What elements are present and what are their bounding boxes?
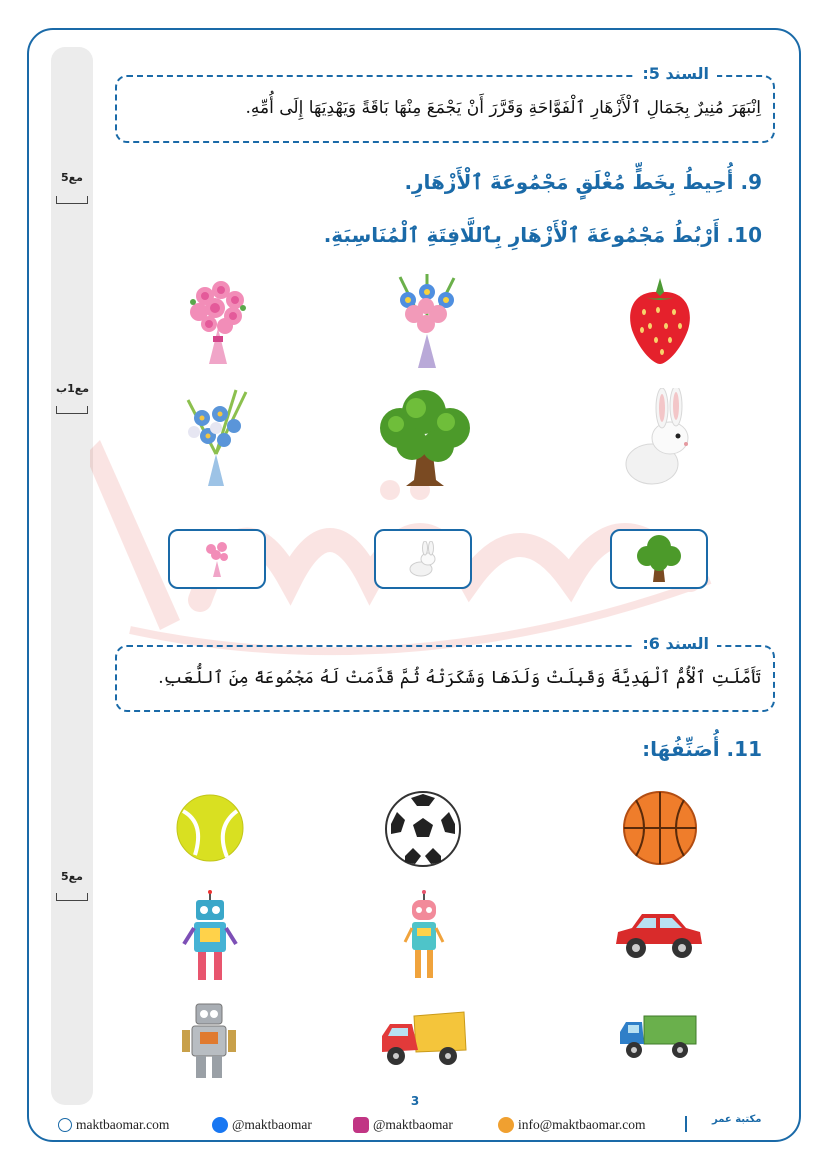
instagram-icon	[353, 1117, 369, 1133]
score-label-3: مع5	[61, 870, 83, 883]
small-robot-image[interactable]	[403, 890, 445, 982]
rose-and-blue-bouquet-image[interactable]	[390, 272, 464, 370]
answer-box-rabbit[interactable]	[374, 529, 472, 589]
red-car-image[interactable]	[612, 906, 704, 962]
small-rabbit-icon	[408, 541, 438, 577]
source-5-label: السند 5:	[634, 64, 717, 83]
soccer-ball-image[interactable]	[383, 790, 463, 868]
grey-robot-image[interactable]	[180, 1002, 238, 1080]
facebook-icon	[212, 1117, 228, 1133]
answer-box-tree[interactable]	[610, 529, 708, 589]
source-5-text: اِنْبَهَرَ مُنِيرٌ بِجَمَالِ ٱلْأَزْهَارِ ٱلْفَوَّاحَةِ وَقَرَّرَ أَنْ يَجْمَعَ مِنْهَا بَاقَةً وَيَهْدِيَهَا إِلَى أُمِّهِ.	[245, 98, 761, 118]
footer-instagram[interactable]	[353, 1114, 453, 1136]
score-sidebar	[51, 47, 93, 1105]
small-bouquet-icon	[202, 539, 232, 579]
globe-icon	[58, 1118, 72, 1132]
blue-robot-image[interactable]	[182, 890, 238, 984]
tennis-ball-image[interactable]	[175, 793, 245, 863]
page-number: 3	[410, 1094, 420, 1108]
source-6-box	[115, 634, 775, 712]
question-10	[324, 223, 762, 247]
answer-box-bouquet[interactable]	[168, 529, 266, 589]
footer-email[interactable]	[498, 1114, 646, 1136]
green-truck-image[interactable]	[618, 1010, 698, 1060]
question-9	[404, 170, 762, 194]
footer-instagram-text: @maktbaomar	[373, 1117, 453, 1132]
footer-email-text: info@maktbaomar.com	[518, 1117, 646, 1132]
blue-flower-bouquet-image[interactable]	[180, 388, 252, 488]
basketball-image[interactable]	[622, 790, 698, 866]
source-5-box	[115, 64, 775, 143]
footer-website[interactable]	[58, 1114, 169, 1136]
footer-facebook[interactable]	[212, 1114, 312, 1136]
score-label-2: مع1ب	[56, 382, 90, 395]
question-9-text: أُحِيطُ بِخَطٍّ مُغْلَقٍ مَجْمُوعَةَ ٱلْأَزْهَارِ.	[404, 170, 734, 194]
white-rabbit-image[interactable]	[622, 388, 694, 488]
score-blank-3[interactable]	[56, 893, 88, 901]
score-blank-2[interactable]	[56, 406, 88, 414]
email-icon	[498, 1117, 514, 1133]
score-blank-1[interactable]	[56, 196, 88, 204]
footer-separator	[685, 1116, 687, 1132]
small-tree-icon	[634, 534, 684, 584]
footer-facebook-text: @maktbaomar	[232, 1117, 312, 1132]
question-11	[642, 737, 762, 761]
strawberry-image[interactable]	[624, 278, 696, 366]
score-label-1: مع5	[61, 171, 83, 184]
question-10-text: أَرْبُطُ مَجْمُوعَةَ ٱلْأَزْهَارِ بِٱللَّافِتَةِ ٱلْمُنَاسِبَةِ.	[323, 223, 720, 247]
question-9-number: 9.	[740, 170, 762, 194]
question-11-text: أُصَنِّفُهَا:	[642, 737, 720, 761]
question-11-number: 11.	[726, 737, 762, 761]
pink-bouquet-image[interactable]	[185, 278, 251, 366]
footer-website-text: maktbaomar.com	[76, 1117, 170, 1132]
footer-logo: مكتبة عمر	[712, 1114, 762, 1125]
tree-image[interactable]	[376, 388, 474, 488]
source-6-text: تَأَمَّلَتِ ٱلْأُمُّ ٱلْهَدِيَّةَ وَقَبِلَتْ وَلَدَهَا وَشَكَرَتْهُ ثُمَّ قَدَّمَتْ لَهُ مَجْمُوعَةً مِنَ ٱللُّعَبِ.	[158, 668, 761, 688]
question-10-number: 10.	[726, 223, 762, 247]
toy-truck-image[interactable]	[378, 1010, 468, 1070]
source-6-label: السند 6:	[634, 634, 717, 653]
